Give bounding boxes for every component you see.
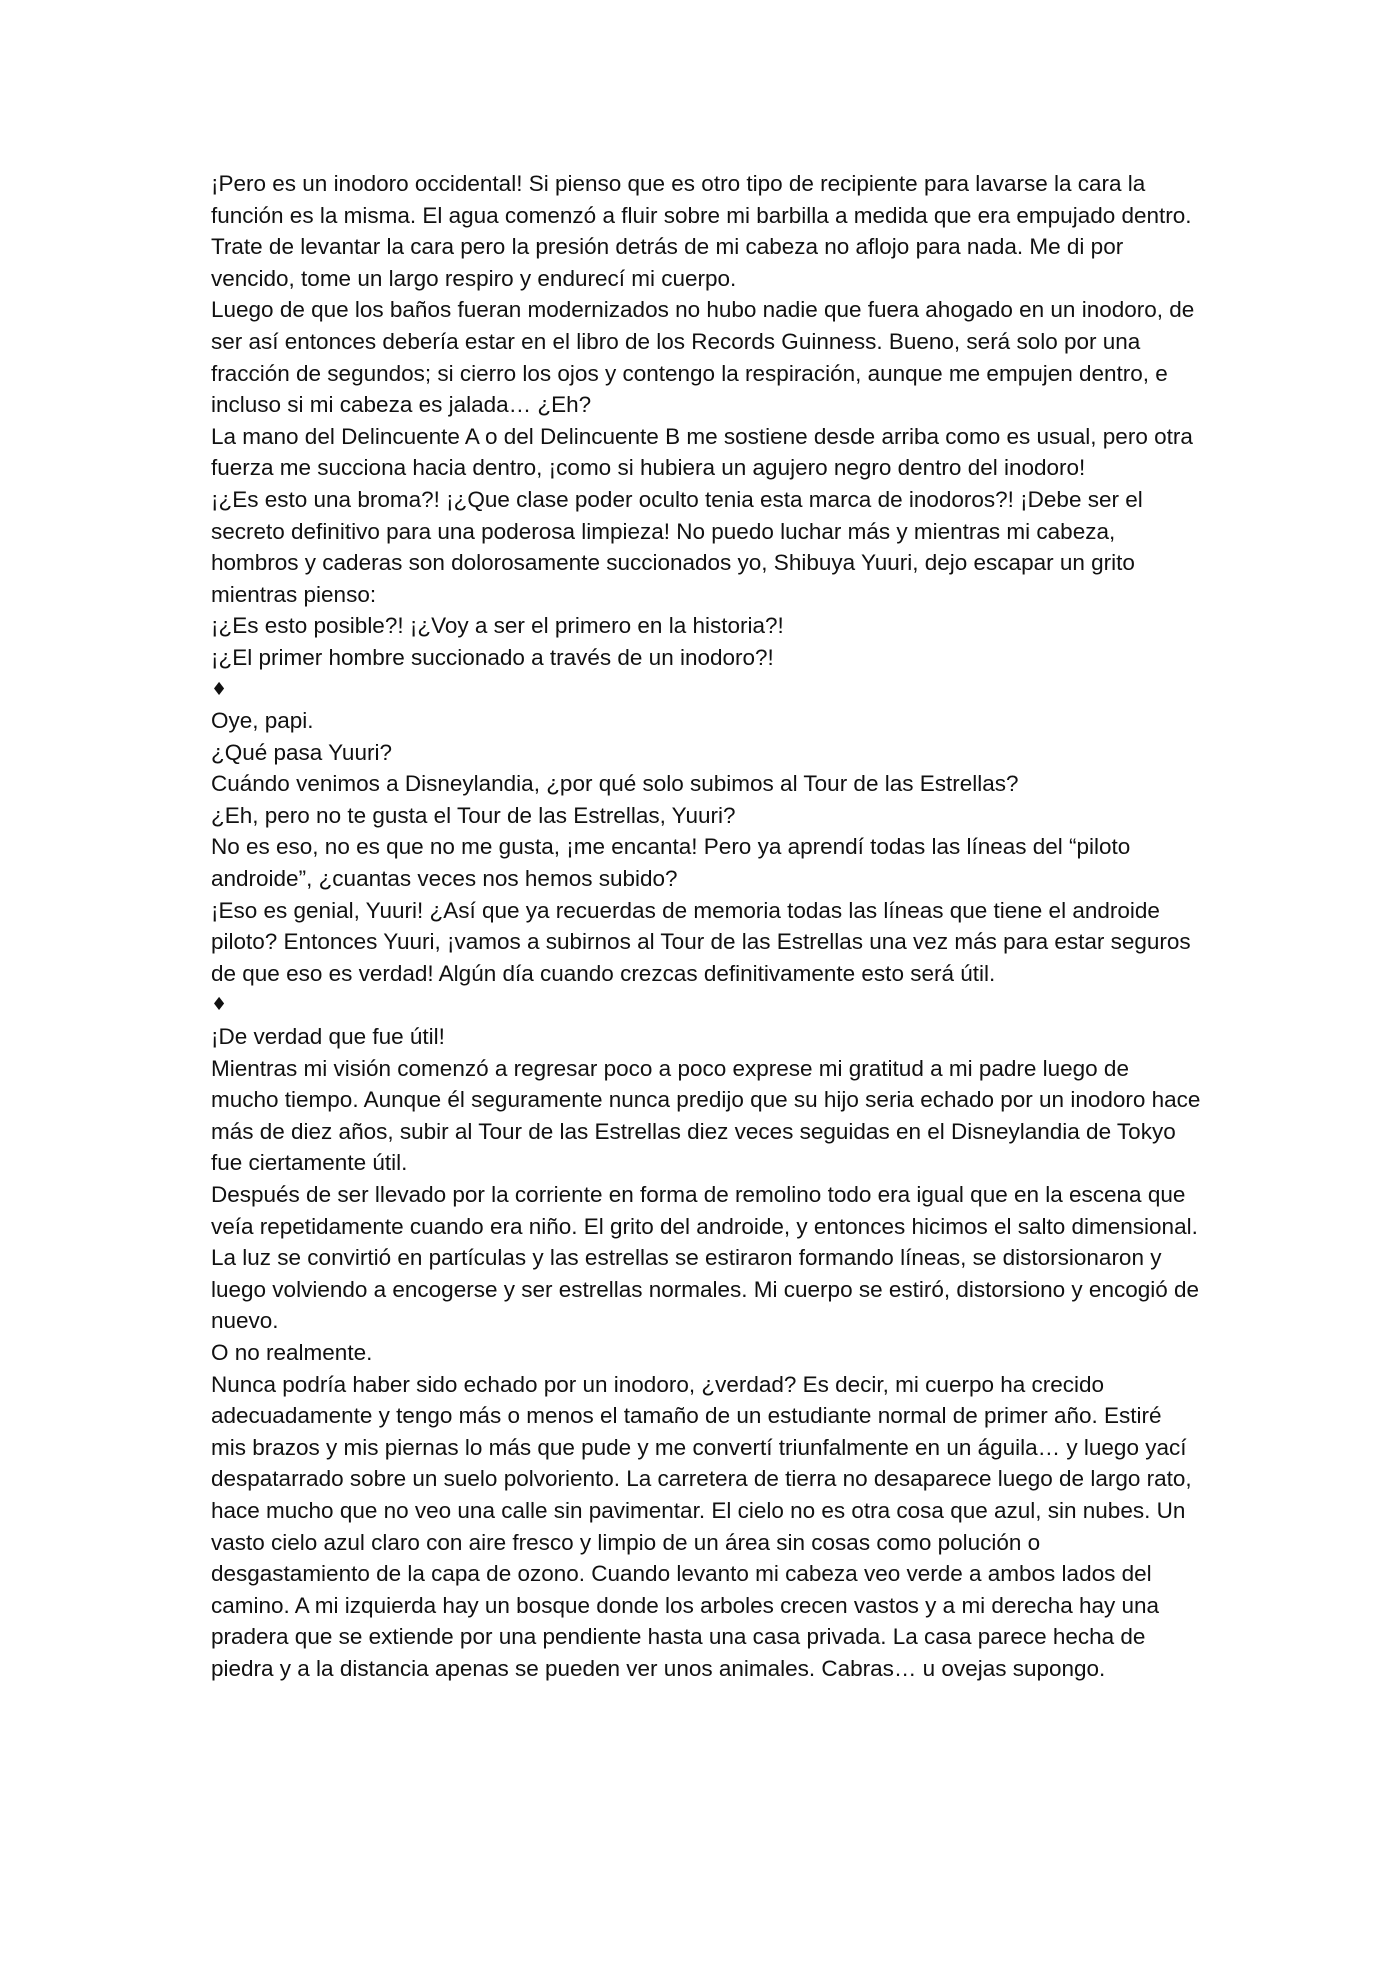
paragraph: Oye, papi. [211, 708, 314, 734]
paragraph: ¿Qué pasa Yuuri? [211, 739, 392, 765]
paragraph: La mano del Delincuente A o del Delincuente B me sostiene desde arriba como es usual, pero otra fuerza me succiona hacia dentro, ¡como si hubiera un agujero negro dentro del inodoro! [211, 423, 1193, 481]
scene-break-diamond: ♦ [211, 678, 228, 700]
paragraph: Luego de que los baños fueran modernizados no hubo nadie que fuera ahogado en un inodoro, de ser así entonces debería estar en el libro de los Records Guinness. Bueno, será solo por una fracción de segundos; si cierro los ojos y contengo la respiración, aunque me empujen dentro, e incluso si mi cabeza es jalada… ¿Eh? [211, 297, 1195, 418]
paragraph: Mientras mi visión comenzó a regresar poco a poco exprese mi gratitud a mi padre luego de mucho tiempo. Aunque él seguramente nunca predijo que su hijo seria echado por un inodoro hace más de diez años, subir al Tour de las Estrellas diez veces seguidas en el Disneylandia de Tokyo fue ciertamente útil. [211, 1055, 1201, 1176]
paragraph: Cuándo venimos a Disneylandia, ¿por qué solo subimos al Tour de las Estrellas? [211, 771, 1019, 797]
paragraph: ¡Eso es genial, Yuuri! ¿Así que ya recuerdas de memoria todas las líneas que tiene el androide piloto? Entonces Yuuri, ¡vamos a subirnos al Tour de las Estrellas una vez más para estar seguros de que eso es verdad! Algún día cuando crezcas definitivamente esto será útil. [211, 897, 1191, 986]
paragraph: ¡¿Es esto una broma?! ¡¿Que clase poder oculto tenia esta marca de inodoros?! ¡Debe ser el secreto definitivo para una poderosa limpieza! No puedo luchar más y mientras mi cabeza, hombros y caderas son dolorosamente succionados yo, Shibuya Yuuri, dejo escapar un grito mientras pienso: [211, 486, 1143, 607]
paragraph: ¡¿El primer hombre succionado a través de un inodoro?! [211, 644, 774, 670]
paragraph: ¡¿Es esto posible?! ¡¿Voy a ser el primero en la historia?! [211, 613, 784, 639]
paragraph: ¡De verdad que fue útil! [211, 1024, 445, 1050]
scene-break-diamond: ♦ [211, 994, 228, 1016]
paragraph: Nunca podría haber sido echado por un inodoro, ¿verdad? Es decir, mi cuerpo ha crecido adecuadamente y tengo más o menos el tamaño de un estudiante normal de primer año. Estiré mis brazos y mis piernas lo más que pude y me convertí triunfalmente en un águila… y luego yací despatarrado sobre un suelo polvoriento. La carretera de tierra no desaparece luego de largo rato, hace mucho que no veo una calle sin pavimentar. El cielo no es otra cosa que azul, sin nubes. Un vasto cielo azul claro con aire fresco y limpio de un área sin cosas como polución o desgastamiento de la capa de ozono. Cuando levanto mi cabeza veo verde a ambos lados del camino. A mi izquierda hay un bosque donde los arboles crecen vastos y a mi derecha hay una pradera que se extiende por una pendiente hasta una casa privada. La casa parece hecha de piedra y a la distancia apenas se pueden ver unos animales. Cabras… u ovejas supongo. [211, 1371, 1192, 1681]
paragraph: No es eso, no es que no me gusta, ¡me encanta! Pero ya aprendí todas las líneas del “piloto androide”, ¿cuantas veces nos hemos subido? [211, 834, 1131, 892]
paragraph: O no realmente. [211, 1339, 373, 1365]
paragraph: ¿Eh, pero no te gusta el Tour de las Estrellas, Yuuri? [211, 802, 736, 828]
paragraph: ¡Pero es un inodoro occidental! Si pienso que es otro tipo de recipiente para lavarse la cara la función es la misma. El agua comenzó a fluir sobre mi barbilla a medida que era empujado dentro. Trate de levantar la cara pero la presión detrás de mi cabeza no aflojo para nada. Me di por vencido, tome un largo respiro y endurecí mi cuerpo. [211, 171, 1192, 291]
document-text [211, 168, 1201, 1685]
paragraph: Después de ser llevado por la corriente en forma de remolino todo era igual que en la escena que veía repetidamente cuando era niño. El grito del androide, y entonces hicimos el salto dimensional. La luz se convirtió en partículas y las estrellas se estiraron formando líneas, se distorsionaron y luego volviendo a encogerse y ser estrellas normales. Mi cuerpo se estiró, distorsiono y encogió de nuevo. [211, 1182, 1200, 1334]
